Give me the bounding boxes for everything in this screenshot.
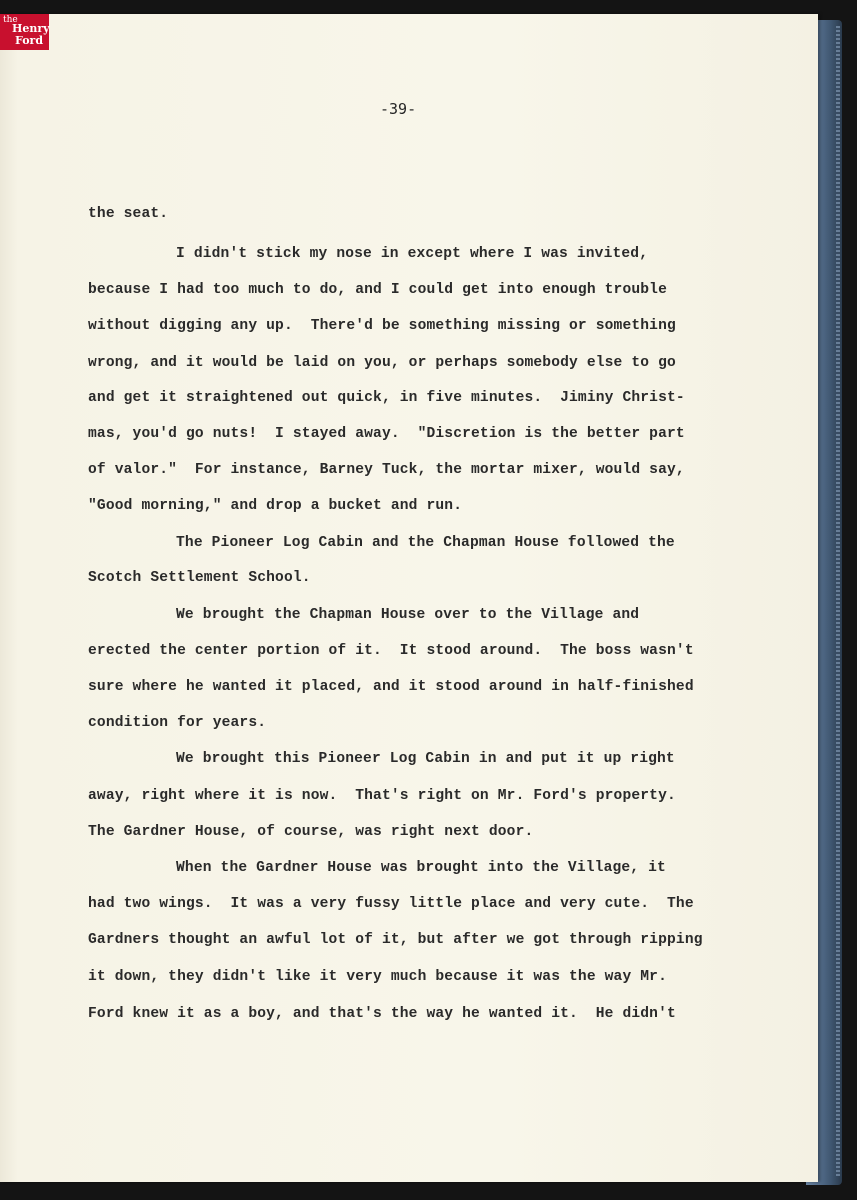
text-line: I didn't stick my nose in except where I was invited,: [176, 246, 649, 262]
henry-ford-logo: [0, 14, 49, 50]
text-line: the seat.: [88, 206, 169, 222]
logo-henry: Henry: [12, 22, 50, 35]
text-line: The Gardner House, of course, was right next door.: [88, 824, 534, 840]
text-line: We brought this Pioneer Log Cabin in and put it up right: [176, 751, 675, 767]
text-line: Gardners thought an awful lot of it, but after we got through ripping: [88, 932, 703, 948]
text-line: it down, they didn't like it very much because it was the way Mr.: [88, 969, 667, 985]
logo-ford: Ford: [15, 34, 44, 47]
text-line: condition for years.: [88, 715, 267, 731]
text-line: because I had too much to do, and I could get into enough trouble: [88, 282, 667, 298]
text-line: When the Gardner House was brought into the Village, it: [176, 860, 666, 876]
text-line: The Pioneer Log Cabin and the Chapman House followed the: [176, 535, 675, 551]
text-line: We brought the Chapman House over to the Village and: [176, 607, 640, 623]
text-line: Ford knew it as a boy, and that's the way he wanted it. He didn't: [88, 1006, 676, 1022]
text-line: sure where he wanted it placed, and it stood around in half-finished: [88, 679, 694, 695]
text-line: Scotch Settlement School.: [88, 570, 311, 586]
binding-texture: [836, 26, 840, 1176]
text-line: and get it straightened out quick, in five minutes. Jiminy Christ-: [88, 390, 685, 406]
text-line: without digging any up. There'd be something missing or something: [88, 318, 676, 334]
page-number: -39-: [380, 100, 417, 118]
text-line: mas, you'd go nuts! I stayed away. "Discretion is the better part: [88, 426, 685, 442]
text-line: "Good morning," and drop a bucket and run.: [88, 498, 463, 514]
text-line: of valor." For instance, Barney Tuck, the mortar mixer, would say,: [88, 462, 685, 478]
text-line: wrong, and it would be laid on you, or perhaps somebody else to go: [88, 355, 676, 371]
text-line: erected the center portion of it. It stood around. The boss wasn't: [88, 643, 694, 659]
logo-the: the: [3, 15, 18, 25]
text-line: had two wings. It was a very fussy little place and very cute. The: [88, 896, 694, 912]
text-line: away, right where it is now. That's right on Mr. Ford's property.: [88, 788, 676, 804]
